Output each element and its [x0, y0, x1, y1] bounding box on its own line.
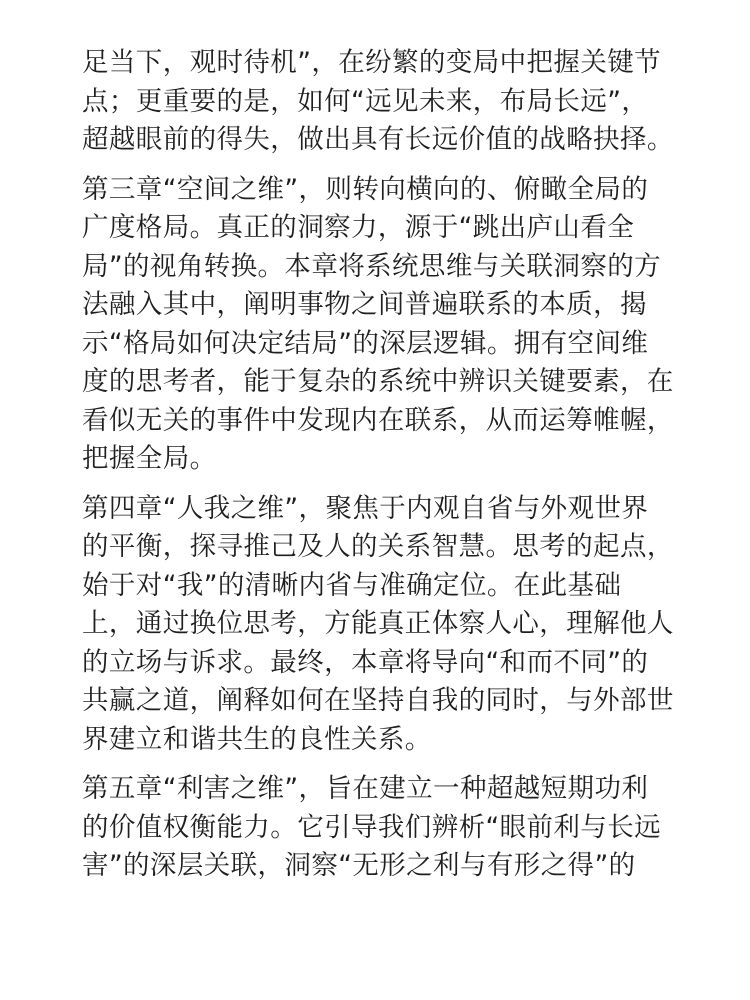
text-line: 的平衡，探寻推己及人的关系智慧。思考的起点， — [82, 531, 674, 562]
paragraph-chapter-5 — [82, 770, 674, 886]
text-line: 足当下，观时待机”，在纷繁的变局中把握关键节 — [82, 47, 662, 78]
text-line: 上，通过换位思考，方能真正体察人心，理解他人 — [82, 608, 674, 639]
text-line: 共赢之道，阐释如何在坚持自我的同时，与外部世 — [82, 685, 674, 716]
text-line: 示“格局如何决定结局”的深层逻辑。拥有空间维 — [82, 327, 649, 359]
text-line: 法融入其中，阐明事物之间普遍联系的本质，揭 — [82, 289, 647, 320]
paragraph-chapter-3 — [82, 171, 674, 479]
document-body — [82, 44, 674, 897]
text-line: 度的思考者，能于复杂的系统中辨识关键要素，在 — [82, 366, 674, 397]
text-line: 始于对“我”的清晰内省与准确定位。在此基础 — [82, 569, 622, 601]
text-line: 超越眼前的得失，做出具有长远价值的战略抉择。 — [82, 124, 674, 155]
text-line: 看似无关的事件中发现内在联系，从而运筹帷幄， — [82, 404, 674, 436]
paragraph-1 — [82, 44, 674, 160]
text-line: 把握全局。 — [82, 443, 217, 474]
text-line: 害”的深层关联，洞察“无形之利与有形之得”的 — [82, 850, 636, 881]
text-line: 第四章“人我之维”，聚焦于内观自省与外观世界 — [82, 492, 649, 524]
text-line: 点；更重要的是，如何“远见未来，布局长远”， — [82, 85, 649, 117]
text-line: 第三章“空间之维”，则转向横向的、俯瞰全局的 — [82, 173, 649, 205]
paragraph-chapter-4 — [82, 490, 674, 760]
text-line: 广度格局。真正的洞察力，源于“跳出庐山看全 — [82, 212, 635, 243]
text-line: 的立场与诉求。最终，本章将导向“和而不同”的 — [82, 646, 649, 678]
text-line: 第五章“利害之维”，旨在建立一种超越短期功利 — [82, 773, 649, 804]
text-line: 界建立和谐共生的良性关系。 — [82, 723, 432, 755]
text-line: 的价值权衡能力。它引导我们辨析“眼前利与长远 — [82, 811, 662, 843]
text-line: 局”的视角转换。本章将系统思维与关联洞察的方 — [82, 250, 662, 282]
